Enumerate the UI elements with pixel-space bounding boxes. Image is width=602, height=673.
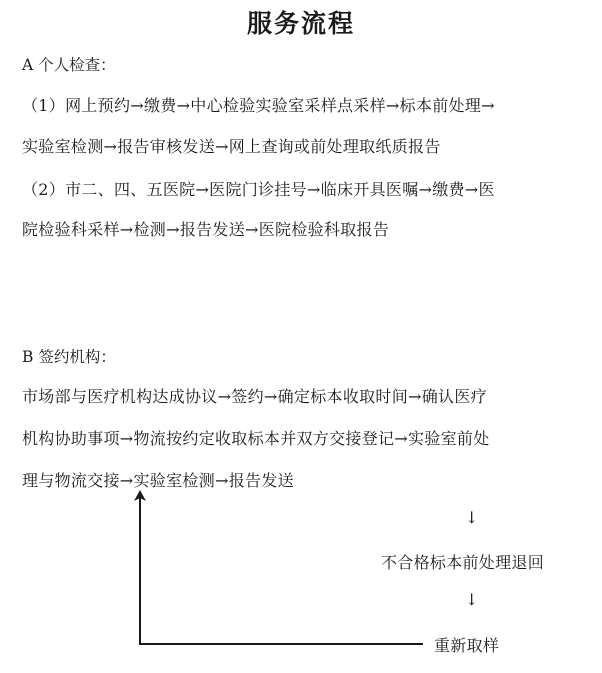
section-a-heading: A 个人检查：	[22, 56, 116, 74]
page-title: 服务流程	[246, 9, 355, 38]
section-b-line-2: 机构协助事项→物流按约定收取标本并双方交接登记→实验室前处	[22, 429, 490, 448]
section-b-heading: B 签约机构：	[22, 348, 116, 366]
down-arrow-icon-2: ↓	[465, 590, 479, 609]
return-baseline	[139, 643, 423, 645]
section-b-line-3: 理与物流交接→实验室检测→报告发送	[22, 471, 294, 490]
reject-label: 不合格标本前处理退回	[381, 553, 545, 572]
section-a-line-1: （1）网上预约→缴费→中心检验实验室采样点采样→标本前处理→	[22, 96, 495, 115]
resample-label: 重新取样	[434, 636, 500, 655]
section-a-line-2: 实验室检测→报告审核发送→网上查询或前处理取纸质报告	[22, 137, 441, 156]
section-a-line-4: 院检验科采样→检测→报告发送→医院检验科取报告	[22, 220, 390, 239]
return-arrow-line	[139, 498, 141, 644]
down-arrow-icon: ↓	[465, 508, 479, 527]
up-arrow-icon	[133, 490, 147, 502]
section-a-line-3: （2）市二、四、五医院→医院门诊挂号→临床开具医嘱→缴费→医	[22, 180, 495, 199]
section-b-line-1: 市场部与医疗机构达成协议→签约→确定标本收取时间→确认医疗	[22, 387, 487, 406]
